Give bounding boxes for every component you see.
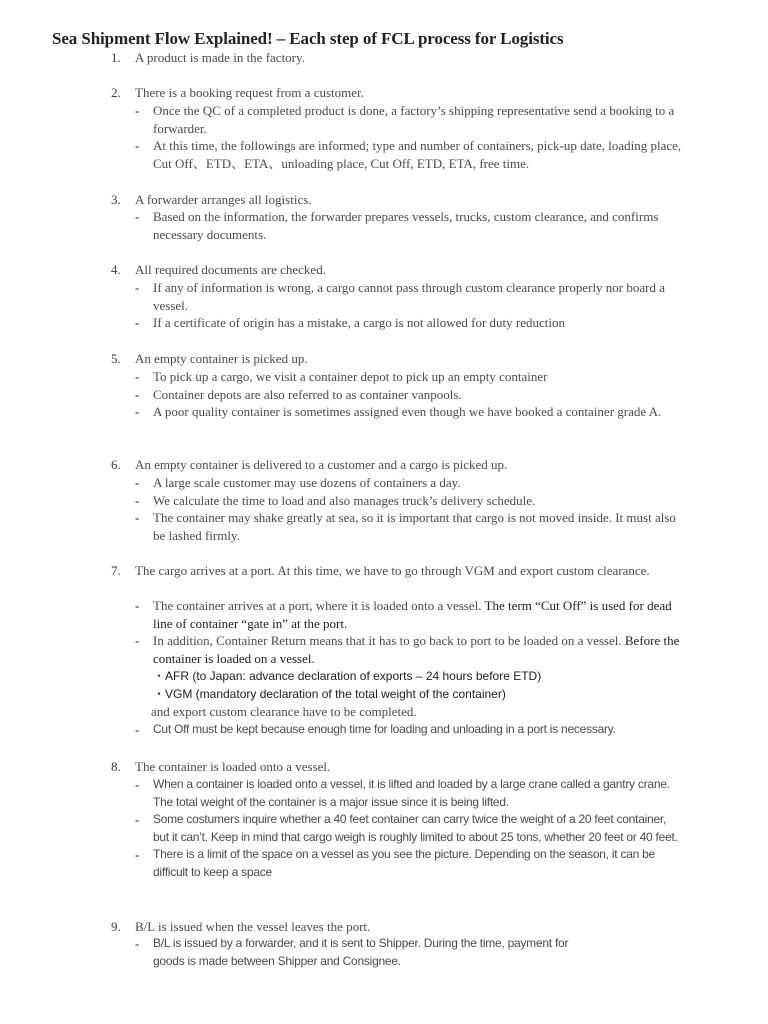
step-heading: A product is made in the factory. <box>135 50 305 65</box>
bullet-text: At this time, the followings are informed; type and number of containers, pick-up date, loading place, Cut Off、ETD、ETA、unloading place, Cut Off, ETD, ETA, free time. <box>153 138 682 171</box>
bullet-text: and export custom clearance have to be completed. <box>151 704 417 719</box>
step-2-bullets <box>0 102 768 172</box>
step-number: 7. <box>111 563 121 578</box>
bullet-text: We calculate the time to load and also manages truck’s delivery schedule. <box>153 492 536 508</box>
step-number: 5. <box>111 351 121 366</box>
bullet-text <box>153 597 683 632</box>
dash-marker: - <box>135 138 140 153</box>
bullet-text: There is a limit of the space on a vessel as you see the picture. Depending on the season, it can be difficult to keep a space <box>153 847 655 879</box>
bullet-text: The container may shake greatly at sea, so it is important that cargo is not moved inside. It must also be lashed firmly. <box>153 510 676 543</box>
bullet-item <box>0 776 768 811</box>
bullet-item <box>0 403 768 421</box>
bullet-item <box>0 632 768 667</box>
step-7-bullets <box>0 597 768 738</box>
bullet-item <box>0 137 768 172</box>
step-9-bullets <box>0 935 768 970</box>
step-6-bullets <box>0 474 768 544</box>
bullet-item <box>0 314 768 332</box>
bullet-text: To pick up a cargo, we visit a container depot to pick up an empty container <box>153 369 548 384</box>
bullet-item <box>0 509 768 544</box>
step-heading: All required documents are checked. <box>135 262 326 277</box>
step-8-bullets <box>0 776 768 881</box>
bullet-text: Cut Off must be kept because enough time for loading and unloading in a port is necessary. <box>153 721 616 736</box>
dash-marker: - <box>135 386 140 402</box>
dash-marker: - <box>135 280 140 295</box>
dash-marker: - <box>135 103 140 118</box>
step-number: 8. <box>111 759 121 774</box>
bullet-text: A large scale customer may use dozens of containers a day. <box>153 475 461 490</box>
step-heading: There is a booking request from a customer. <box>135 85 364 100</box>
dash-marker: - <box>135 777 140 792</box>
bullet-item <box>0 474 768 492</box>
dash-marker: - <box>135 847 140 862</box>
bullet-item <box>0 721 768 739</box>
step-number: 9. <box>111 919 121 934</box>
bullet-text-part: The container arrives at a port, where it is loaded onto a vessel. <box>153 598 482 613</box>
dash-marker: - <box>135 598 140 613</box>
dash-marker: - <box>135 721 140 737</box>
bullet-text: If any of information is wrong, a cargo cannot pass through custom clearance properly nor board a vessel. <box>153 280 666 313</box>
step-number: 1. <box>111 50 121 65</box>
dash-marker: - <box>135 812 140 827</box>
sub-item-vgm: ・VGM (mandatory declaration of the total weight of the container) <box>153 687 506 701</box>
bullet-text: Based on the information, the forwarder prepares vessels, trucks, custom clearance, and confirms necessary documents. <box>153 209 659 242</box>
step-number: 2. <box>111 85 121 100</box>
step-heading: An empty container is picked up. <box>135 351 308 366</box>
bullet-item <box>0 279 768 314</box>
dash-marker: - <box>135 315 140 330</box>
bullet-text-part: Before the container is loaded on a vessel. <box>153 633 680 666</box>
dash-marker: - <box>135 633 140 648</box>
bullet-item <box>0 846 768 881</box>
dash-marker: - <box>135 510 140 525</box>
page-title: Sea Shipment Flow Explained! – Each step of FCL process for Logistics <box>52 29 564 48</box>
bullet-item <box>0 208 768 243</box>
bullet-text: Container depots are also referred to as container vanpools. <box>153 386 462 402</box>
dash-marker: - <box>135 475 140 490</box>
bullet-item <box>0 386 768 404</box>
bullet-text: When a container is loaded onto a vessel, it is lifted and loaded by a large crane called a gantry crane. The total weight of the container is a major issue since it is being lifted. <box>153 777 670 809</box>
step-heading: The container is loaded onto a vessel. <box>135 759 331 774</box>
bullet-text: A poor quality container is sometimes assigned even though we have booked a container grade A. <box>153 404 662 419</box>
step-heading: A forwarder arranges all logistics. <box>135 192 312 207</box>
bullet-text: Some costumers inquire whether a 40 feet container can carry twice the weight of a 20 feet container, but it can’t. Keep in mind that cargo weigh is roughly limited to about 25 tons, whether 20 feet or 40 feet. <box>153 812 678 844</box>
bullet-item <box>0 368 768 386</box>
bullet-text <box>153 632 683 667</box>
continuation-line <box>0 703 768 721</box>
bullet-item <box>0 811 768 846</box>
bullet-text: B/L is issued by a forwarder, and it is sent to Shipper. During the time, payment for goods is made between Shipper and Consignee. <box>153 936 569 968</box>
dash-marker: - <box>135 492 140 508</box>
step-3-bullets <box>0 208 768 243</box>
bullet-item <box>0 597 768 632</box>
step-number: 4. <box>111 262 121 277</box>
bullet-text: If a certificate of origin has a mistake, a cargo is not allowed for duty reduction <box>153 315 566 330</box>
step-number: 6. <box>111 457 121 472</box>
step-heading: B/L is issued when the vessel leaves the port. <box>135 919 371 934</box>
dash-marker: - <box>135 936 140 951</box>
sub-item-afr: ・AFR (to Japan: advance declaration of exports – 24 hours before ETD) <box>153 669 542 683</box>
bullet-text: Once the QC of a completed product is done, a factory’s shipping representative send a booking to a forwarder. <box>153 103 675 136</box>
bullet-item <box>0 492 768 510</box>
step-heading: The cargo arrives at a port. At this time, we have to go through VGM and export custom clearance. <box>135 563 650 578</box>
bullet-text-part: In addition, Container Return means that it has to go back to port to be loaded on a vessel. <box>153 633 622 648</box>
step-number: 3. <box>111 192 121 207</box>
bullet-item <box>0 935 768 970</box>
step-heading: An empty container is delivered to a customer and a cargo is picked up. <box>135 457 508 472</box>
bullet-text-part: The term “Cut Off” is used for dead line of container “gate in” at the port. <box>153 598 672 631</box>
dash-marker: - <box>135 369 140 384</box>
step-4-bullets <box>0 279 768 332</box>
step-5-bullets <box>0 368 768 421</box>
dash-marker: - <box>135 209 140 224</box>
dash-marker: - <box>135 404 140 419</box>
bullet-item <box>0 102 768 137</box>
